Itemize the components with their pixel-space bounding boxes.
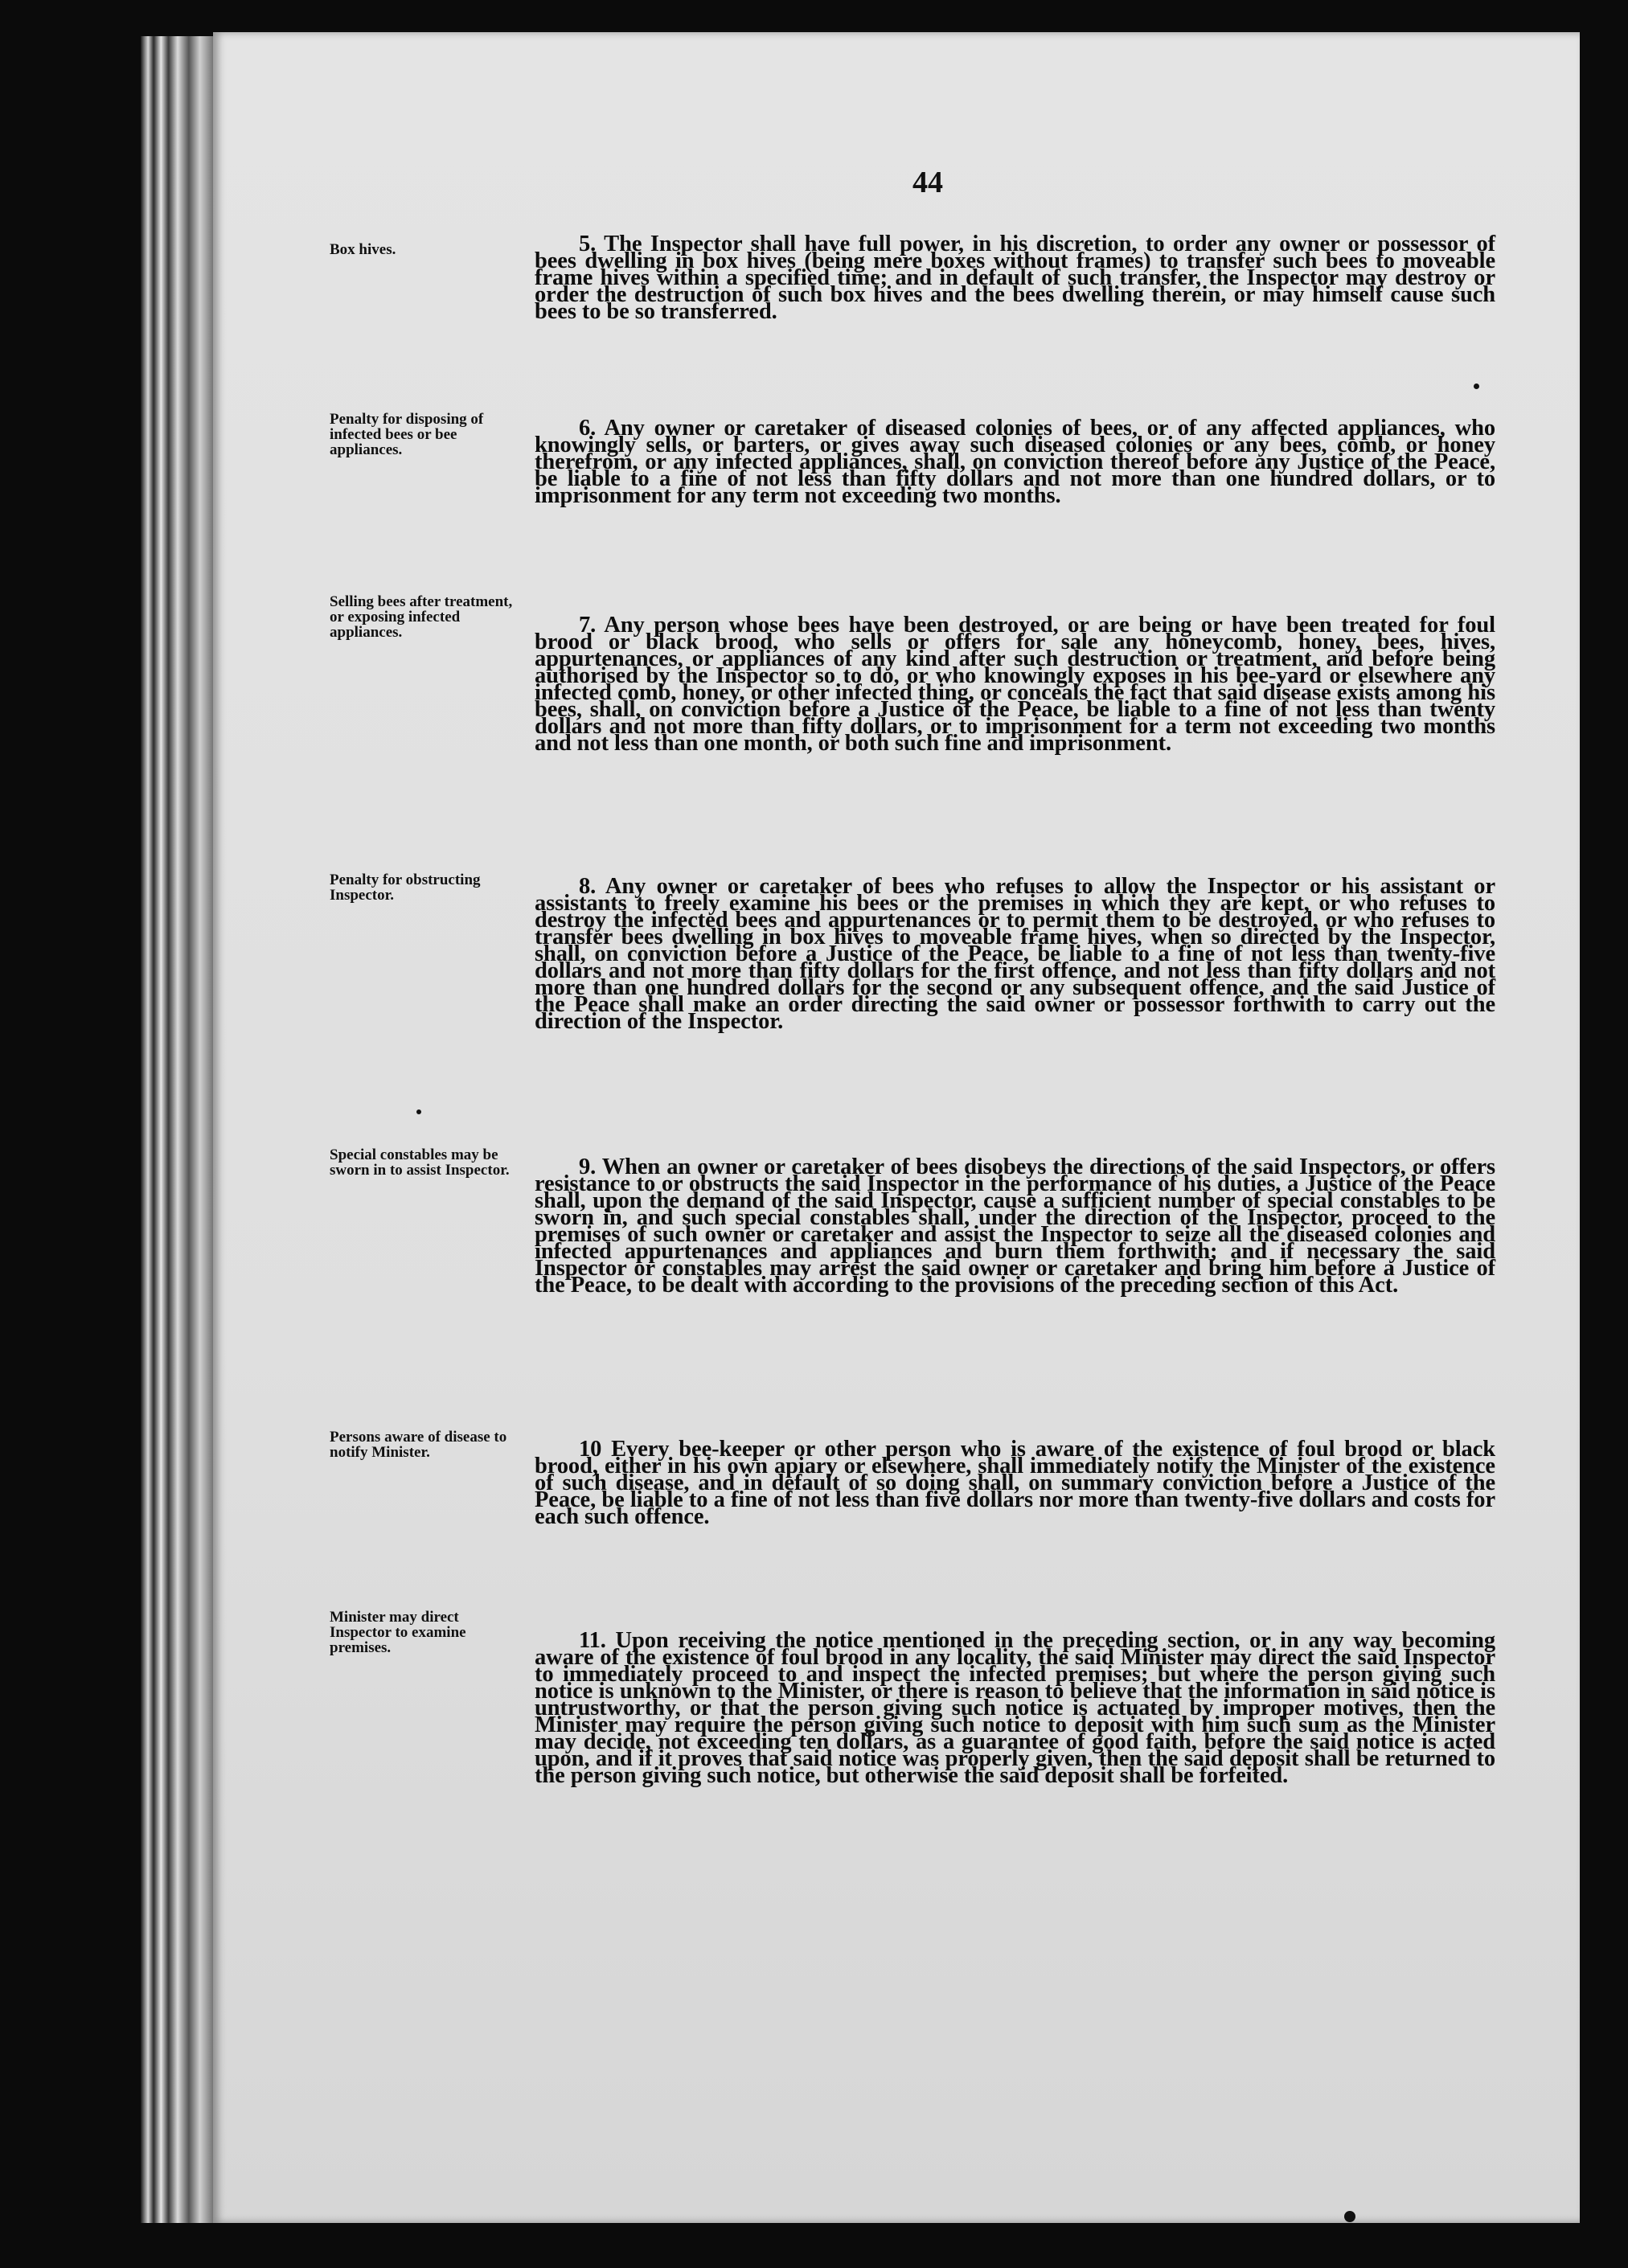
print-speck <box>1344 2211 1355 2222</box>
section-text: 7. Any person whose bees have been destroyed, or are being or have been treated for foul brood or black brood, who sells or offers for sale any honeycomb, honey, bees, hives, appurtenances, or appliances of any kind after such destruction or treatment, and before being authorised by the Inspector so to do, or who knowingly exposes in his bee-yard or elsewhere any infected comb, honey, or other infected thing, or conceals the fact that said disease exists among his bees, shall, on conviction before a Justice of the Peace, be liable to a fine of not less than twenty dollars and not more than fifty dollars, or to imprisonment for a term not exceeding two months and not less than one month, or both such fine and imprisonment. <box>535 613 1495 756</box>
marginal-note: Box hives. <box>330 241 396 258</box>
section-text: 6. Any owner or caretaker of diseased colonies of bees, or of any affected appliances, who knowingly sells, or barters, or gives away such diseased colonies or any bees, comb, or honey therefrom, or any infected appliances, shall, on conviction thereof before any Justice of the Peace, be liable to a fine of not less than fifty dollars and not more than one hundred dollars, or to imprisonment for any term not exceeding two months. <box>535 416 1495 508</box>
section-text: 8. Any owner or caretaker of bees who refuses to allow the Inspector or his assistant or assistants to freely examine his bees or the premises in which they are kept, or who refuses to destroy the infected bees and appurtenances or to permit them to be destroyed, or who refuses to transfer bees dwelling in box hives to moveable frame hives, when so directed by the Inspector, shall, on conviction before a Justice of the Peace, be liable to a fine of not less than twenty-five dollars and not more than fifty dollars for the first offence, and not less than fifty dollars and not more than one hundred dollars for the second or any subsequent offence, and the said Justice of the Peace shall make an order directing the said owner or possessor forthwith to carry out the direction of the Inspector. <box>535 874 1495 1034</box>
print-speck <box>1474 383 1479 389</box>
marginal-note: Penalty for obstructing Inspector. <box>330 872 481 904</box>
marginal-note: Selling bees after treatment, or exposing infected appliances. <box>330 593 513 641</box>
document-page <box>213 32 1580 2223</box>
section-text: 5. The Inspector shall have full power, in his discretion, to order any owner or possessor of bees dwelling in box hives (being mere boxes without frames) to transfer such bees to moveable frame hives within a specified time; and in default of such transfer, the Inspector may destroy or order the destruction of such box hives and the bees dwelling therein, or may himself cause such bees to be so transferred. <box>535 232 1495 324</box>
marginal-note: Persons aware of disease to notify Minister. <box>330 1429 507 1461</box>
print-speck <box>416 1109 421 1114</box>
marginal-note: Minister may direct Inspector to examine premises. <box>330 1609 466 1656</box>
page-number: 44 <box>912 166 943 199</box>
section-text: 10 Every bee-keeper or other person who is aware of the existence of foul brood or black brood, either in his own apiary or elsewhere, shall immediately notify the Minister of the existence of such disease, and in default of so doing shall, on summary conviction before a Justice of the Peace, be liable to a fine of not less than five dollars nor more than twenty-five dollars and costs for each such offence. <box>535 1437 1495 1529</box>
marginal-note: Penalty for disposing of infected bees or bee appliances. <box>330 411 484 458</box>
marginal-note: Special constables may be sworn in to assist Inspector. <box>330 1146 510 1179</box>
section-text: 9. When an owner or caretaker of bees disobeys the directions of the said Inspectors, or offers resistance to or obstructs the said Inspector in the performance of his duties, a Justice of the Peace shall, upon the demand of the said Inspector, cause a sufficient number of special constables to be sworn in, and such special constables shall, under the direction of the Inspector, proceed to the premises of such owner or caretaker and assist the Inspector to seize all the diseased colonies and infected appurtenances and appliances and burn them forthwith; and if necessary the said Inspector or constables may arrest the said owner or caretaker and bring him before a Justice of the Peace, to be dealt with according to the provisions of the preceding section of this Act. <box>535 1155 1495 1298</box>
section-text: 11. Upon receiving the notice mentioned in the preceding section, or in any way becoming aware of the existence of foul brood in any locality, the said Minister may direct the said Inspector to immediately proceed to and inspect the infected premises; but where the person giving such notice is unknown to the Minister, or there is reason to believe that the information in said notice is untrustworthy, or that the person giving such notice is actuated by improper motives, then the Minister may require the person giving such notice to deposit with him such sum as the Minister may decide, not exceeding ten dollars, as a guarantee of good faith, before the said notice is acted upon, and if it proves that said notice was properly given, then the said deposit shall be returned to the person giving such notice, but otherwise the said deposit shall be forfeited. <box>535 1628 1495 1788</box>
